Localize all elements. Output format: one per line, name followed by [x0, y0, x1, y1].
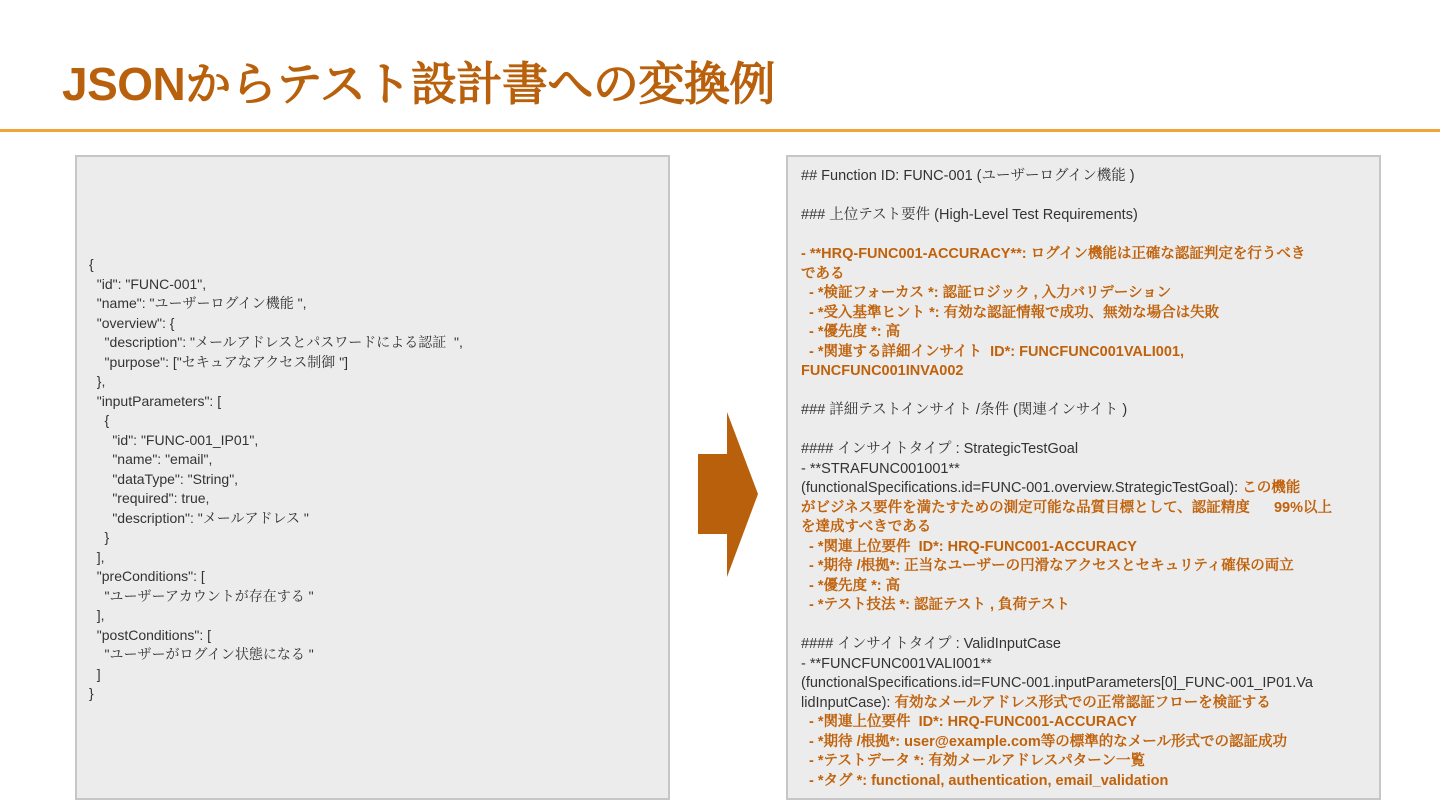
- spec-line: - *受入基準ヒント *: 有効な認証情報で成功、無効な場合は失敗: [801, 304, 1220, 321]
- spec-line: #### インサイトタイプ : StrategicTestGoal: [801, 441, 1079, 457]
- spec-line: - *関連上位要件 ID*: HRQ-FUNC001-ACCURACY: [801, 714, 1137, 730]
- json-code-line: "required": true,: [89, 490, 210, 506]
- spec-line: [801, 694, 1369, 714]
- json-code-line: "description": "メールアドレスとパスワードによる認証 ",: [89, 334, 463, 350]
- spec-line: [801, 226, 1369, 246]
- slide-title: JSONからテスト設計書への変換例: [62, 58, 775, 110]
- spec-line: - *期待 /根拠*: user@example.com等の標準的なメール形式での認証成功: [801, 733, 1287, 750]
- json-code-line: ],: [89, 607, 105, 623]
- spec-line: ## Function ID: FUNC-001 (ユーザーログイン機能 ): [801, 168, 1135, 184]
- json-code-line: {: [89, 256, 94, 272]
- spec-line: である: [801, 265, 845, 282]
- spec-line: - *関連上位要件 ID*: HRQ-FUNC001-ACCURACY: [801, 538, 1137, 555]
- spec-line: - *優先度 *: 高: [801, 577, 901, 594]
- spec-line: (functionalSpecifications.id=FUNC-001.inputParameters[0]_FUNC-001_IP01.Va: [801, 675, 1313, 691]
- json-code-line: "dataType": "String",: [89, 470, 239, 487]
- test-spec-document: [801, 167, 1369, 791]
- spec-line: [801, 479, 1369, 499]
- right-arrow-icon: [698, 412, 758, 577]
- json-code-line: "name": "email",: [89, 451, 213, 467]
- json-code-line: "postConditions": [: [89, 626, 212, 643]
- json-code-line: "id": "FUNC-001",: [89, 275, 207, 292]
- json-code-line: "inputParameters": [: [89, 392, 222, 409]
- spec-line: ### 詳細テストインサイト /条件 (関連インサイト ): [801, 402, 1128, 418]
- title-divider: [0, 129, 1440, 132]
- json-code-line: ]: [89, 665, 101, 682]
- spec-line: #### インサイトタイプ : ValidInputCase: [801, 636, 1061, 652]
- json-code-line: "name": "ユーザーログイン機能 ",: [89, 295, 307, 311]
- spec-line: - **FUNCFUNC001VALI001**: [801, 655, 992, 672]
- spec-line-highlight: この機能: [1242, 480, 1301, 496]
- spec-line: - *関連する詳細インサイト ID*: FUNCFUNC001VALI001,: [801, 343, 1185, 360]
- json-code-line: "overview": {: [89, 314, 175, 331]
- spec-line: - *優先度 *: 高: [801, 324, 901, 340]
- json-code-line: "id": "FUNC-001_IP01",: [89, 431, 259, 448]
- spec-line: - *テストデータ *: 有効メールアドレスパターン一覧: [801, 753, 1145, 769]
- json-code-line: ],: [89, 548, 105, 565]
- spec-line: [801, 421, 1369, 441]
- json-source-panel: [75, 155, 670, 800]
- spec-line: - **STRAFUNC001001**: [801, 460, 960, 477]
- spec-line: [801, 187, 1369, 207]
- test-spec-panel: [786, 155, 1381, 800]
- spec-line: - **HRQ-FUNC001-ACCURACY**: ログイン機能は正確な認証判定を行うべき: [801, 246, 1306, 262]
- spec-line: - *テスト技法 *: 認証テスト , 負荷テスト: [801, 597, 1070, 613]
- spec-line: - *期待 /根拠*: 正当なユーザーの円滑なアクセスとセキュリティ確保の両立: [801, 558, 1294, 574]
- json-code-line: "preConditions": [: [89, 568, 205, 584]
- spec-line: を達成すべきである: [801, 519, 932, 535]
- json-code-block: [89, 255, 660, 704]
- json-code-line: "ユーザーがログイン状態になる ": [89, 646, 314, 662]
- json-code-line: "purpose": ["セキュアなアクセス制御 "]: [89, 353, 349, 370]
- spec-line: がビジネス要件を満たすための測定可能な品質目標として、認証精度 99%以上: [801, 499, 1332, 516]
- json-code-line: {: [89, 412, 110, 428]
- spec-line: FUNCFUNC001INVA002: [801, 363, 964, 379]
- spec-line: [801, 616, 1369, 636]
- spec-line-reference: (functionalSpecifications.id=FUNC-001.overview.StrategicTestGoal):: [801, 480, 1243, 496]
- json-code-line: "description": "メールアドレス ": [89, 509, 309, 526]
- spec-line-highlight: 有効なメールアドレス形式での正常認証フローを検証する: [894, 694, 1271, 711]
- spec-line: - *検証フォーカス *: 認証ロジック , 入力バリデーション: [801, 285, 1172, 301]
- json-code-line: }: [89, 685, 94, 701]
- spec-line: [801, 382, 1369, 402]
- spec-line-reference: lidInputCase):: [801, 694, 895, 711]
- json-code-line: "ユーザーアカウントが存在する ": [89, 587, 314, 604]
- json-code-line: },: [89, 373, 106, 389]
- spec-line: - *タグ *: functional, authentication, email_validation: [801, 772, 1169, 789]
- spec-line: ### 上位テスト要件 (High-Level Test Requirements): [801, 207, 1138, 223]
- json-code-line: }: [89, 529, 110, 545]
